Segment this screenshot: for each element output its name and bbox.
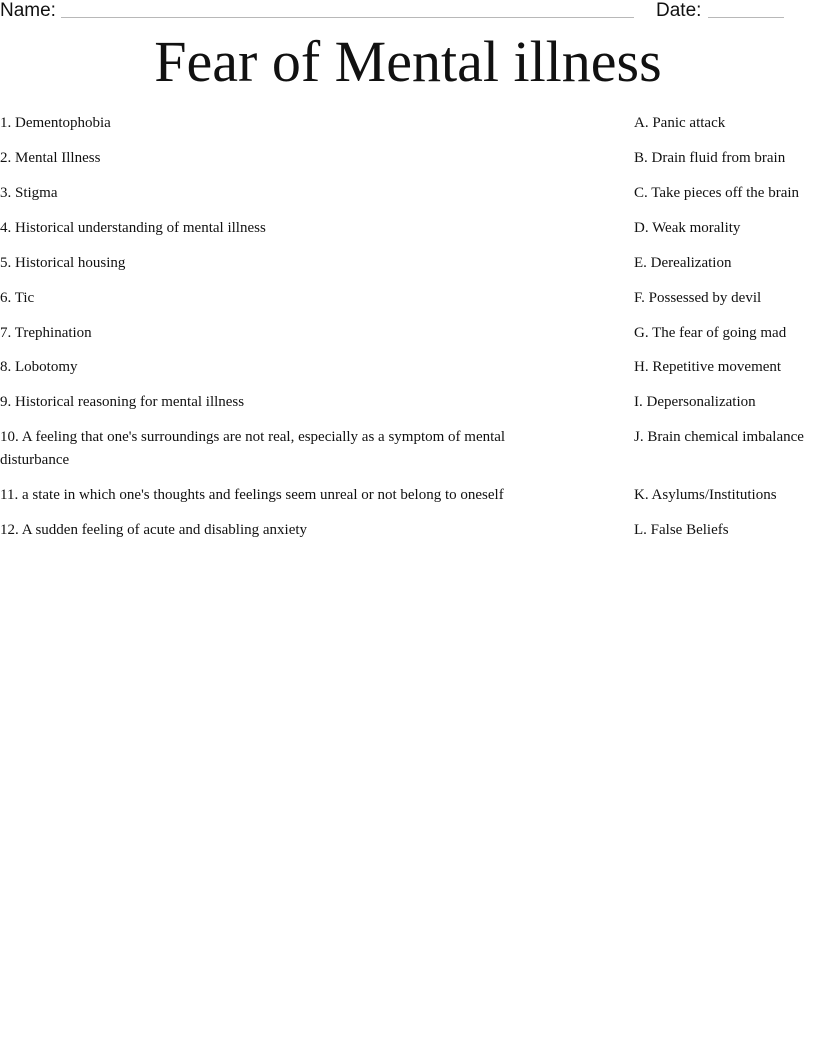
answer-item [634,322,816,345]
term-number: 2. [0,150,12,166]
term-text: Tic [14,290,35,306]
answer-text: Take pieces off the brain [651,185,800,201]
term-text: Historical understanding of mental illness [15,220,266,236]
term-item [0,287,548,310]
answer-text: Repetitive movement [652,359,782,375]
answer-text: Weak morality [652,220,741,236]
answer-item [634,252,816,275]
term-text: Mental Illness [15,150,101,166]
name-label: Name: [0,0,56,21]
answer-letter: E. [634,255,647,271]
date-field[interactable] [708,0,784,18]
term-number: 8. [0,359,12,375]
answer-letter: K. [634,487,649,503]
answer-text: Depersonalization [646,394,756,410]
date-label: Date: [656,0,702,21]
term-item [0,322,548,345]
term-number: 3. [0,185,12,201]
term-text: Historical reasoning for mental illness [15,394,245,410]
answer-text: Brain chemical imbalance [647,429,804,445]
answer-letter: D. [634,220,649,236]
answer-item [634,484,816,507]
term-number: 7. [0,325,12,341]
answer-item [634,182,816,205]
term-text: Historical housing [15,255,126,271]
term-number: 11. [0,487,19,503]
answer-text: Derealization [650,255,732,271]
term-number: 9. [0,394,12,410]
term-item [0,252,548,275]
term-number: 10. [0,429,19,445]
answer-item [634,217,816,240]
term-number: 12. [0,522,19,538]
term-item [0,112,548,135]
term-item [0,356,548,379]
answer-item [634,356,816,379]
answer-text: False Beliefs [650,522,729,538]
term-number: 1. [0,115,12,131]
term-text: Stigma [15,185,58,201]
answer-text: Possessed by devil [648,290,762,306]
answer-letter: L. [634,522,647,538]
term-item [0,147,548,170]
answer-text: The fear of going mad [652,325,787,341]
page-title: Fear of Mental illness [154,29,662,94]
term-item [0,391,548,414]
term-text: Trephination [14,325,92,341]
term-number: 5. [0,255,12,271]
answer-item [634,391,816,414]
answer-text: Asylums/Institutions [651,487,777,503]
term-item [0,519,548,542]
term-number: 6. [0,290,12,306]
term-text: A feeling that one's surroundings are not real, especially as a symptom of mental disturbance [0,429,506,468]
term-text: Dementophobia [15,115,111,131]
answer-item [634,287,816,310]
answer-letter: F. [634,290,645,306]
term-item [0,484,548,507]
term-number: 4. [0,220,12,236]
term-item [0,217,548,240]
answer-item [634,147,816,170]
answer-letter: J. [634,429,644,445]
answer-text: Panic attack [652,115,726,131]
answer-letter: G. [634,325,649,341]
term-text: a state in which one's thoughts and feelings seem unreal or not belong to oneself [21,487,504,503]
answer-item [634,519,816,542]
answer-letter: A. [634,115,649,131]
answer-letter: B. [634,150,648,166]
term-text: A sudden feeling of acute and disabling anxiety [21,522,308,538]
name-field[interactable] [61,0,634,18]
answer-text: Drain fluid from brain [651,150,786,166]
answer-letter: H. [634,359,649,375]
answer-letter: I. [634,394,643,410]
answer-letter: C. [634,185,648,201]
answer-item [634,426,816,449]
term-item [0,182,548,205]
answer-item [634,112,816,135]
header-row [0,0,816,24]
term-item [0,426,548,472]
term-text: Lobotomy [15,359,78,375]
